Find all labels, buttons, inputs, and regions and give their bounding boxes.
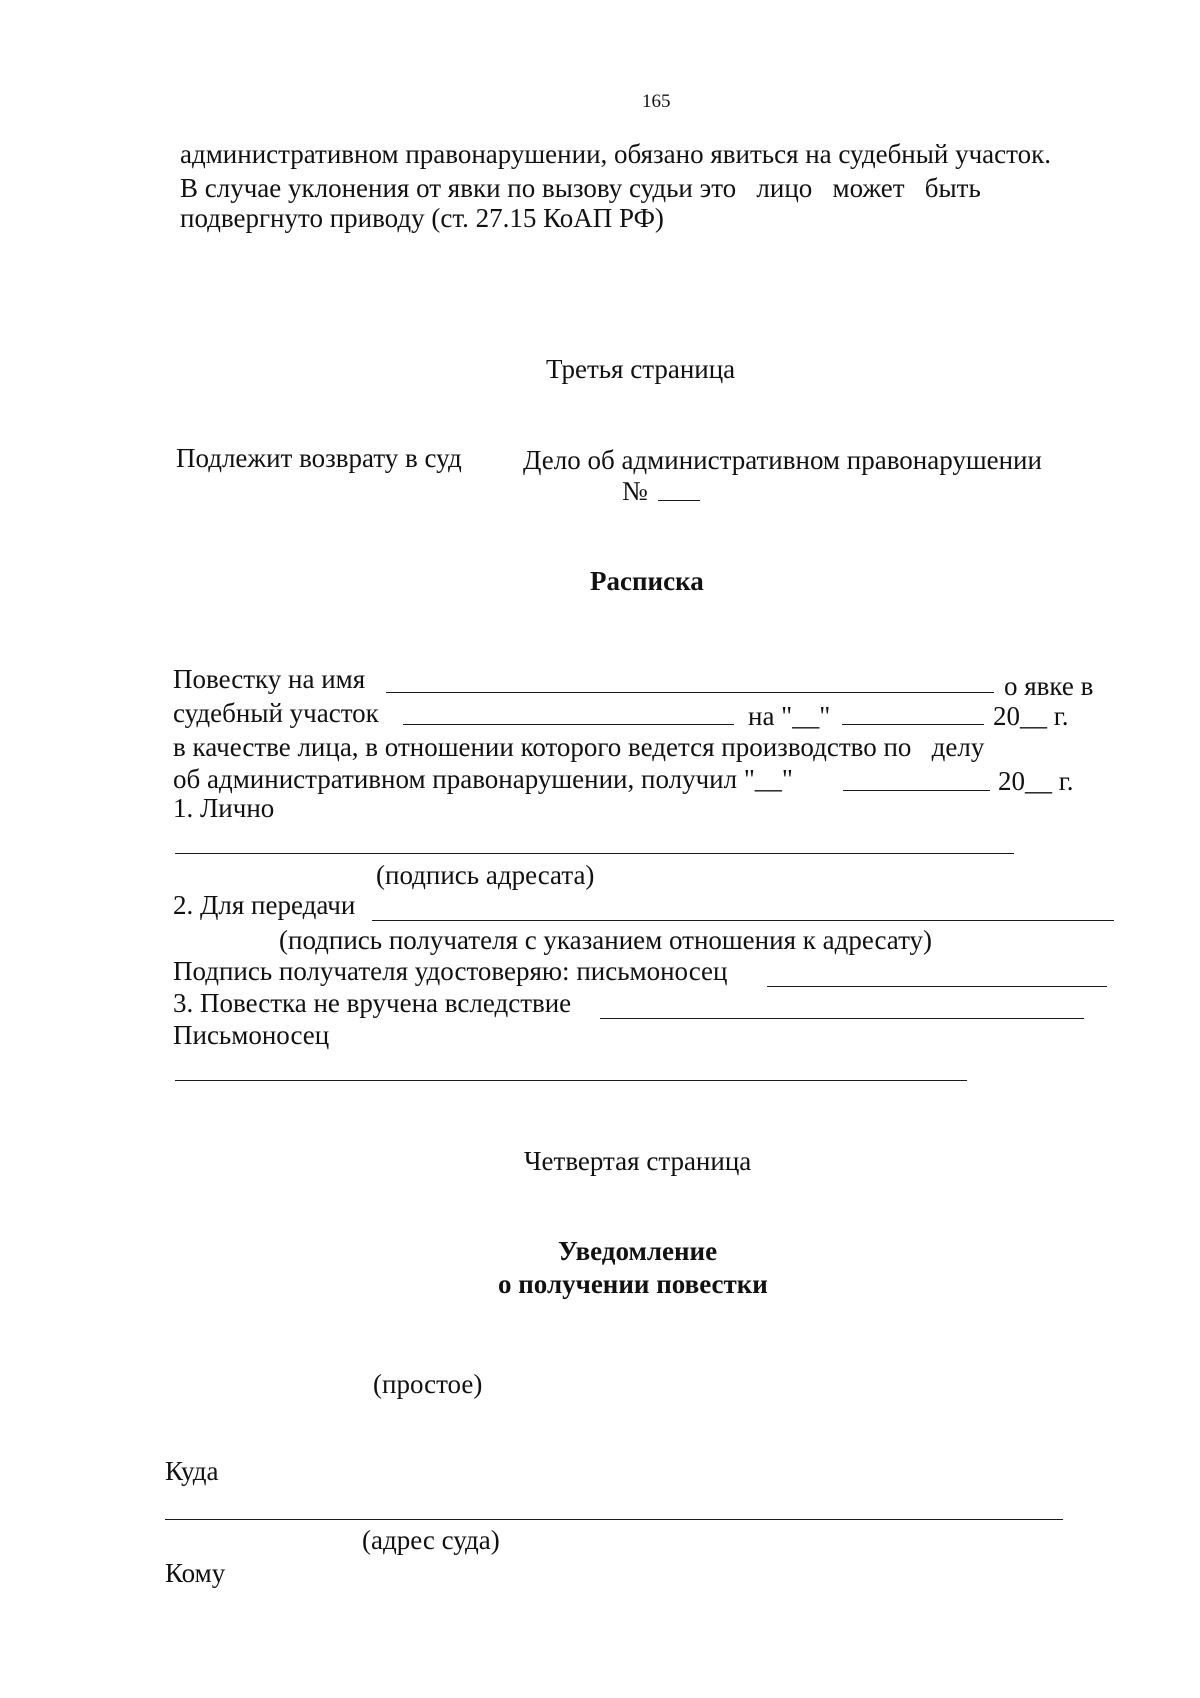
- for-transfer-label: 2. Для передачи: [173, 890, 356, 920]
- addressee-signature-line: [175, 853, 1014, 854]
- not-delivered-label: 3. Повестка не вручена вследствие: [173, 988, 572, 1018]
- intro-line-2: В случае уклонения от явки по вызову судьи это лицо может быть: [180, 173, 981, 203]
- simple-label: (простое): [373, 1369, 483, 1399]
- intro-line-3: подвергнуто приводу (ст. 27.15 КоАП РФ): [180, 203, 664, 233]
- intro-line-1: административном правонарушении, обязано явиться на судебный участок.: [180, 139, 1051, 169]
- court-address-caption: (адрес суда): [362, 1525, 500, 1555]
- fourth-page-heading: Четвертая страница: [524, 1146, 752, 1176]
- to-where-label: Куда: [165, 1456, 219, 1486]
- court-district-blank: [403, 724, 734, 725]
- recipient-signature-caption: (подпись получателя с указанием отношения к адресату): [279, 925, 933, 955]
- recipient-signature-line: [372, 920, 1114, 921]
- notice-subtitle: о получении повестки: [498, 1269, 768, 1299]
- receipt-line-4-year: 20__ г.: [998, 766, 1074, 796]
- receipt-line-2-year: 20__ г.: [993, 701, 1069, 731]
- not-delivered-reason-line: [600, 1018, 1084, 1019]
- appearance-month-blank: [842, 724, 984, 725]
- receipt-line-1-end: о явке в: [1004, 671, 1094, 701]
- receipt-line-3: в качестве лица, в отношении которого ведется производство по делу: [173, 732, 985, 762]
- postman-line: [175, 1080, 967, 1081]
- personally-label: 1. Лично: [173, 793, 275, 823]
- receipt-line-2-label: судебный участок: [173, 698, 379, 728]
- page-number: 165: [642, 91, 671, 112]
- return-to-court-label: Подлежит возврату в суд: [176, 443, 462, 473]
- notice-title: Уведомление: [558, 1236, 718, 1266]
- receipt-title: Расписка: [590, 566, 704, 596]
- case-number-label: №: [622, 476, 648, 506]
- receipt-line-2-date-label: на "__": [748, 701, 831, 731]
- postman-signature-line: [767, 986, 1107, 987]
- received-month-blank: [843, 790, 990, 791]
- case-title: Дело об административном правонарушении: [523, 445, 1042, 475]
- recipient-name-blank: [386, 692, 994, 693]
- certify-label: Подпись получателя удостоверяю: письмоносец: [173, 956, 728, 986]
- to-whom-label: Кому: [165, 1558, 226, 1588]
- postman-label: Письмоносец: [173, 1020, 330, 1050]
- receipt-line-1-label: Повестку на имя: [173, 664, 366, 694]
- receipt-line-4-label: об административном правонарушении, получил "__": [173, 764, 793, 794]
- case-number-blank: [658, 500, 700, 501]
- addressee-signature-caption: (подпись адресата): [376, 860, 595, 890]
- court-address-line: [165, 1519, 1063, 1520]
- third-page-heading: Третья страница: [546, 354, 736, 384]
